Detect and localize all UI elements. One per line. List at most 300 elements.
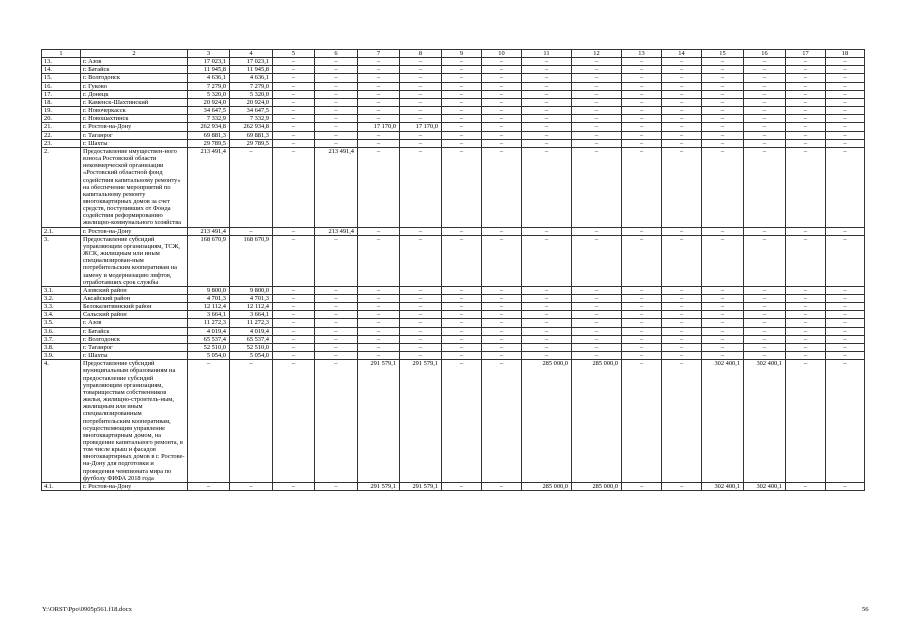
row-name-cell: г. Батайск (81, 327, 188, 335)
row-name-cell: г. Волгодонск (81, 335, 188, 343)
row-number-cell: 3.4. (42, 311, 81, 319)
value-cell: – (522, 352, 572, 360)
value-cell: – (273, 303, 315, 311)
row-name-cell: Белокалитвинский район (81, 303, 188, 311)
value-cell: – (315, 482, 358, 490)
value-cell: 302 400,1 (702, 482, 744, 490)
value-cell: – (482, 66, 522, 74)
value-cell: – (482, 107, 522, 115)
row-number-cell: 3.1. (42, 286, 81, 294)
value-cell: – (273, 360, 315, 483)
value-cell: – (702, 74, 744, 82)
value-cell: – (522, 311, 572, 319)
value-cell: – (786, 235, 826, 286)
value-cell: – (572, 147, 622, 227)
value-cell: – (273, 327, 315, 335)
budget-table (41, 49, 865, 491)
row-name-cell: г. Азов (81, 319, 188, 327)
row-number-cell: 21. (42, 123, 81, 131)
row-name-cell: г. Батайск (81, 66, 188, 74)
column-number: 17 (786, 50, 826, 58)
value-cell: – (273, 311, 315, 319)
value-cell: – (522, 235, 572, 286)
value-cell: – (662, 335, 702, 343)
table-row (42, 343, 865, 351)
value-cell: – (400, 303, 442, 311)
value-cell: 29 789,5 (230, 139, 273, 147)
row-name-cell: г. Новошахтинск (81, 115, 188, 123)
value-cell: – (662, 74, 702, 82)
value-cell: – (315, 360, 358, 483)
value-cell: – (273, 58, 315, 66)
value-cell: – (442, 235, 482, 286)
value-cell: – (400, 66, 442, 74)
value-cell: – (358, 131, 400, 139)
value-cell: – (622, 74, 662, 82)
row-name-cell: г. Ростов-на-Дону (81, 482, 188, 490)
value-cell: 285 000,0 (522, 482, 572, 490)
value-cell: – (482, 286, 522, 294)
value-cell: 168 670,9 (188, 235, 230, 286)
value-cell: – (572, 295, 622, 303)
value-cell: – (442, 327, 482, 335)
value-cell: – (400, 352, 442, 360)
row-number-cell: 23. (42, 139, 81, 147)
value-cell: – (273, 107, 315, 115)
value-cell: – (358, 303, 400, 311)
value-cell: – (442, 311, 482, 319)
value-cell: – (442, 123, 482, 131)
row-name-cell: г. Ростов-на-Дону (81, 227, 188, 235)
value-cell: – (744, 139, 786, 147)
value-cell: – (400, 319, 442, 327)
value-cell: – (400, 58, 442, 66)
value-cell: – (744, 335, 786, 343)
value-cell: – (786, 343, 826, 351)
value-cell: – (744, 352, 786, 360)
value-cell: – (400, 82, 442, 90)
value-cell: – (662, 131, 702, 139)
value-cell: 12 112,4 (188, 303, 230, 311)
value-cell: 4 701,3 (188, 295, 230, 303)
value-cell: – (702, 319, 744, 327)
value-cell: – (702, 352, 744, 360)
row-number-cell: 4.1. (42, 482, 81, 490)
value-cell: – (786, 311, 826, 319)
row-number-cell: 3.2. (42, 295, 81, 303)
value-cell: 4 636,1 (230, 74, 273, 82)
value-cell: – (315, 82, 358, 90)
row-number-cell: 13. (42, 58, 81, 66)
row-number-cell: 3.7. (42, 335, 81, 343)
value-cell: – (786, 74, 826, 82)
row-number-cell: 15. (42, 74, 81, 82)
row-name-cell: Сальский район (81, 311, 188, 319)
value-cell: – (522, 335, 572, 343)
value-cell: – (315, 107, 358, 115)
value-cell: 34 647,5 (230, 107, 273, 115)
table-row (42, 90, 865, 98)
value-cell: – (662, 147, 702, 227)
row-name-cell: г. Новочеркасск (81, 107, 188, 115)
value-cell: – (622, 352, 662, 360)
row-number-cell: 18. (42, 98, 81, 106)
value-cell: – (744, 235, 786, 286)
value-cell: – (786, 335, 826, 343)
value-cell: – (315, 98, 358, 106)
value-cell: – (572, 352, 622, 360)
value-cell: – (400, 131, 442, 139)
value-cell: – (572, 343, 622, 351)
value-cell: 291 579,1 (400, 482, 442, 490)
value-cell: – (522, 139, 572, 147)
table-row (42, 227, 865, 235)
value-cell: – (230, 147, 273, 227)
value-cell: – (358, 295, 400, 303)
value-cell: 12 112,4 (230, 303, 273, 311)
value-cell: 5 054,0 (188, 352, 230, 360)
value-cell: – (400, 286, 442, 294)
value-cell: 9 800,0 (230, 286, 273, 294)
value-cell: – (522, 115, 572, 123)
value-cell: – (400, 327, 442, 335)
column-number-row (42, 50, 865, 58)
value-cell: – (662, 98, 702, 106)
value-cell: – (786, 66, 826, 74)
value-cell: – (522, 58, 572, 66)
value-cell: – (482, 227, 522, 235)
value-cell: – (230, 482, 273, 490)
value-cell: – (662, 58, 702, 66)
value-cell: – (662, 139, 702, 147)
value-cell: 7 332,9 (188, 115, 230, 123)
column-number: 8 (400, 50, 442, 58)
value-cell: – (702, 82, 744, 90)
column-number: 14 (662, 50, 702, 58)
value-cell: – (315, 335, 358, 343)
value-cell: – (358, 98, 400, 106)
value-cell: – (482, 74, 522, 82)
value-cell: – (662, 343, 702, 351)
value-cell: – (702, 295, 744, 303)
value-cell: – (744, 123, 786, 131)
value-cell: – (358, 90, 400, 98)
value-cell: – (442, 90, 482, 98)
value-cell: – (400, 115, 442, 123)
value-cell: – (826, 58, 865, 66)
column-number: 1 (42, 50, 81, 58)
value-cell: 69 881,3 (188, 131, 230, 139)
value-cell: – (230, 227, 273, 235)
value-cell: – (786, 303, 826, 311)
value-cell: – (572, 286, 622, 294)
value-cell: – (315, 235, 358, 286)
value-cell: 5 320,0 (188, 90, 230, 98)
value-cell: – (744, 227, 786, 235)
value-cell: – (358, 58, 400, 66)
value-cell: – (744, 147, 786, 227)
value-cell: 11 272,3 (188, 319, 230, 327)
value-cell: – (826, 107, 865, 115)
value-cell: 285 000,0 (522, 360, 572, 483)
value-cell: – (826, 98, 865, 106)
value-cell: – (442, 58, 482, 66)
value-cell: – (315, 311, 358, 319)
value-cell: – (522, 90, 572, 98)
value-cell: – (400, 107, 442, 115)
value-cell: 302 400,1 (744, 360, 786, 483)
value-cell: 3 664,1 (230, 311, 273, 319)
value-cell: – (662, 235, 702, 286)
value-cell: – (662, 295, 702, 303)
value-cell: – (622, 295, 662, 303)
value-cell: 302 400,1 (744, 482, 786, 490)
value-cell: – (273, 295, 315, 303)
value-cell: – (315, 123, 358, 131)
value-cell: – (826, 286, 865, 294)
value-cell: – (482, 482, 522, 490)
value-cell: – (744, 286, 786, 294)
value-cell: – (522, 327, 572, 335)
value-cell: – (702, 98, 744, 106)
value-cell: – (358, 311, 400, 319)
table-row (42, 98, 865, 106)
value-cell: 3 664,1 (188, 311, 230, 319)
value-cell: – (400, 90, 442, 98)
value-cell: – (358, 82, 400, 90)
value-cell: – (442, 115, 482, 123)
footer-file-path: Y:\ORST\Ppo\0905p561.f18.docx (42, 606, 132, 613)
value-cell: – (400, 74, 442, 82)
row-name-cell: г. Донецк (81, 90, 188, 98)
value-cell: – (744, 82, 786, 90)
value-cell: – (702, 343, 744, 351)
value-cell: – (273, 98, 315, 106)
value-cell: 17 023,1 (188, 58, 230, 66)
value-cell: – (702, 123, 744, 131)
value-cell: 11 945,8 (230, 66, 273, 74)
value-cell: – (826, 327, 865, 335)
row-number-cell: 3.6. (42, 327, 81, 335)
value-cell: – (662, 286, 702, 294)
value-cell: – (358, 327, 400, 335)
value-cell: – (622, 98, 662, 106)
value-cell: – (744, 66, 786, 74)
value-cell: 285 000,0 (572, 482, 622, 490)
value-cell: – (786, 123, 826, 131)
value-cell: – (522, 286, 572, 294)
value-cell: – (572, 98, 622, 106)
row-name-cell: Предоставление субсидий муниципальным образованиям на предоставление субсидий управляющим организациям, товариществам собственников жилья, жилищно-строитель-ным, жилищным или иным специализированным потребительским кооперативам, осуществляющим управление многоквартирным домом, на проведение капитального ремонта, в том числе крыш и фасадов многоквартирных домов в г. Ростове-на-Дону для подготовки и проведения чемпионата мира по футболу ФИФА 2018 года (81, 360, 188, 483)
value-cell: – (358, 66, 400, 74)
column-number: 12 (572, 50, 622, 58)
value-cell: – (662, 123, 702, 131)
table-row (42, 360, 865, 483)
value-cell: 65 537,4 (230, 335, 273, 343)
value-cell: – (482, 319, 522, 327)
value-cell: – (442, 343, 482, 351)
value-cell: – (358, 335, 400, 343)
table-row (42, 147, 865, 227)
value-cell: – (786, 131, 826, 139)
value-cell: – (702, 66, 744, 74)
value-cell: – (442, 74, 482, 82)
value-cell: – (622, 107, 662, 115)
value-cell: – (786, 98, 826, 106)
value-cell: 291 579,1 (400, 360, 442, 483)
value-cell: – (315, 352, 358, 360)
value-cell: – (702, 107, 744, 115)
value-cell: – (572, 235, 622, 286)
value-cell: – (622, 66, 662, 74)
column-number: 9 (442, 50, 482, 58)
value-cell: – (400, 235, 442, 286)
value-cell: – (786, 286, 826, 294)
value-cell: – (230, 360, 273, 483)
value-cell: 7 279,0 (188, 82, 230, 90)
table-row (42, 327, 865, 335)
value-cell: – (786, 58, 826, 66)
value-cell: – (572, 311, 622, 319)
value-cell: – (786, 139, 826, 147)
value-cell: – (622, 147, 662, 227)
row-number-cell: 3.3. (42, 303, 81, 311)
value-cell: – (662, 82, 702, 90)
value-cell: – (273, 131, 315, 139)
value-cell: – (400, 98, 442, 106)
value-cell: – (662, 311, 702, 319)
value-cell: – (786, 90, 826, 98)
value-cell: – (358, 107, 400, 115)
value-cell: – (744, 58, 786, 66)
value-cell: – (522, 123, 572, 131)
value-cell: – (572, 319, 622, 327)
value-cell: – (826, 139, 865, 147)
value-cell: – (482, 131, 522, 139)
table-row (42, 295, 865, 303)
value-cell: – (522, 303, 572, 311)
value-cell: – (572, 82, 622, 90)
value-cell: 285 000,0 (572, 360, 622, 483)
value-cell: – (662, 107, 702, 115)
value-cell: – (702, 227, 744, 235)
row-name-cell: Предоставление субсидий управляющим организациям, ТСЖ, ЖСК, жилищным или иным специализирован-ным потребительским кооперативам на замену и модернизацию лифтов, отработавших срок службы (81, 235, 188, 286)
row-name-cell: г. Шахты (81, 352, 188, 360)
table-row (42, 107, 865, 115)
column-number: 4 (230, 50, 273, 58)
value-cell: 34 647,5 (188, 107, 230, 115)
table-row (42, 58, 865, 66)
value-cell: – (442, 131, 482, 139)
value-cell: – (442, 139, 482, 147)
row-name-cell: г. Таганрог (81, 343, 188, 351)
row-name-cell: г. Азов (81, 58, 188, 66)
value-cell: – (786, 227, 826, 235)
value-cell: – (442, 66, 482, 74)
value-cell: – (572, 139, 622, 147)
value-cell: – (442, 147, 482, 227)
value-cell: – (315, 66, 358, 74)
value-cell: – (442, 352, 482, 360)
value-cell: – (702, 335, 744, 343)
value-cell: – (522, 98, 572, 106)
value-cell: – (744, 74, 786, 82)
value-cell: – (273, 352, 315, 360)
row-number-cell: 17. (42, 90, 81, 98)
value-cell: – (442, 107, 482, 115)
value-cell: – (315, 343, 358, 351)
value-cell: – (273, 82, 315, 90)
column-number: 6 (315, 50, 358, 58)
row-number-cell: 2. (42, 147, 81, 227)
value-cell: – (826, 335, 865, 343)
value-cell: – (744, 343, 786, 351)
value-cell: – (744, 98, 786, 106)
value-cell: 9 800,0 (188, 286, 230, 294)
value-cell: – (273, 147, 315, 227)
value-cell: – (622, 343, 662, 351)
value-cell: – (662, 90, 702, 98)
value-cell: – (662, 482, 702, 490)
row-number-cell: 16. (42, 82, 81, 90)
value-cell: – (786, 327, 826, 335)
value-cell: – (358, 286, 400, 294)
value-cell: – (273, 66, 315, 74)
value-cell: 17 170,0 (358, 123, 400, 131)
value-cell: – (702, 139, 744, 147)
value-cell: – (572, 123, 622, 131)
value-cell: – (482, 139, 522, 147)
value-cell: – (786, 352, 826, 360)
value-cell: – (315, 295, 358, 303)
value-cell: – (315, 115, 358, 123)
value-cell: – (482, 335, 522, 343)
value-cell: – (826, 319, 865, 327)
value-cell: – (358, 147, 400, 227)
value-cell: 7 279,0 (230, 82, 273, 90)
value-cell: – (273, 74, 315, 82)
value-cell: – (482, 303, 522, 311)
value-cell: – (442, 295, 482, 303)
row-number-cell: 19. (42, 107, 81, 115)
column-number: 3 (188, 50, 230, 58)
value-cell: – (273, 115, 315, 123)
value-cell: – (826, 311, 865, 319)
value-cell: – (572, 58, 622, 66)
value-cell: – (662, 227, 702, 235)
value-cell: – (826, 147, 865, 227)
value-cell: 4 636,1 (188, 74, 230, 82)
value-cell: 4 019,4 (230, 327, 273, 335)
value-cell: – (702, 90, 744, 98)
value-cell: – (400, 147, 442, 227)
value-cell: 5 320,0 (230, 90, 273, 98)
value-cell: – (662, 360, 702, 483)
table-row (42, 482, 865, 490)
value-cell: – (826, 352, 865, 360)
value-cell: – (358, 235, 400, 286)
value-cell: – (315, 303, 358, 311)
value-cell: – (744, 90, 786, 98)
value-cell: – (400, 311, 442, 319)
column-number: 16 (744, 50, 786, 58)
value-cell: – (315, 327, 358, 335)
value-cell: – (622, 139, 662, 147)
row-number-cell: 3.9. (42, 352, 81, 360)
value-cell: – (744, 319, 786, 327)
value-cell: – (622, 360, 662, 483)
column-number: 5 (273, 50, 315, 58)
